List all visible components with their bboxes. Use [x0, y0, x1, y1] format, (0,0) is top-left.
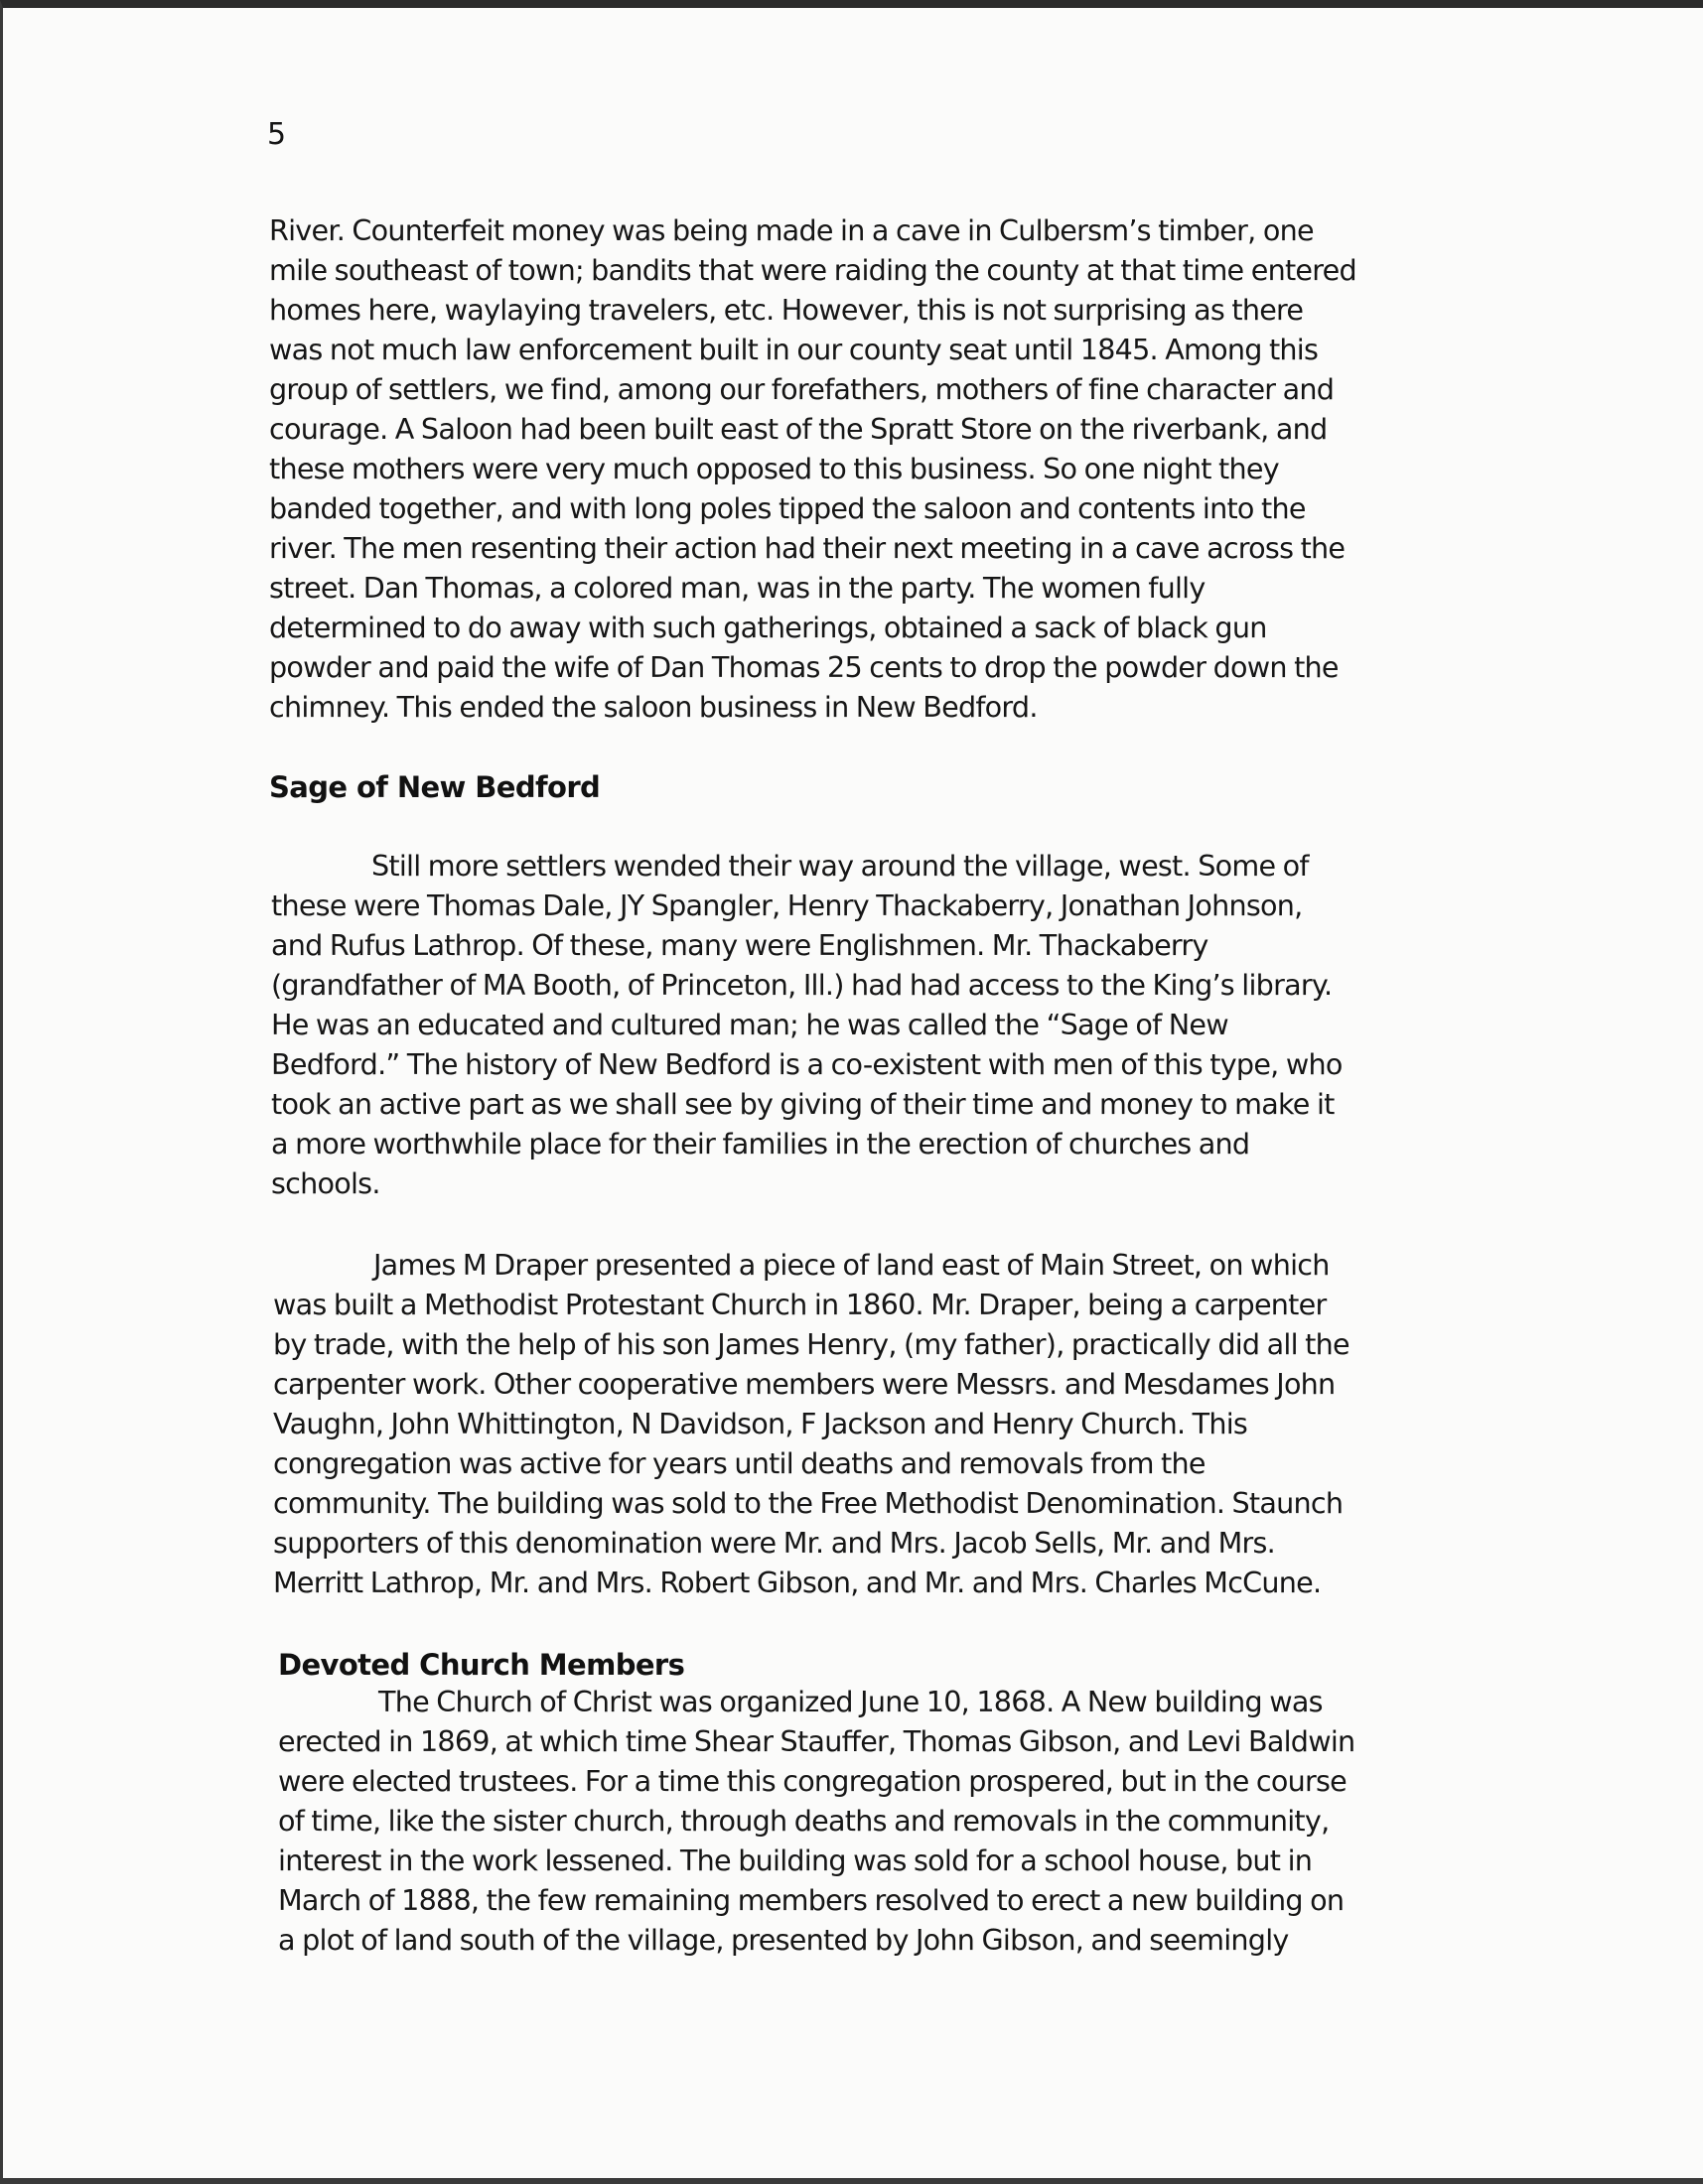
text-line: mile southeast of town; bandits that were raiding the county at that time entered: [269, 253, 1356, 287]
intro-paragraph: [269, 210, 1490, 727]
text-line: erected in 1869, at which time Shear Stauffer, Thomas Gibson, and Levi Baldwin: [278, 1724, 1355, 1758]
text-line: these mothers were very much opposed to this business. So one night they: [269, 452, 1279, 485]
text-line: by trade, with the help of his son James Henry, (my father), practically did all the: [273, 1327, 1349, 1361]
text-line: congregation was active for years until deaths and removals from the: [273, 1446, 1206, 1480]
text-line: these were Thomas Dale, JY Spangler, Henry Thackaberry, Jonathan Johnson,: [271, 888, 1303, 922]
text-line: Still more settlers wended their way around the village, west. Some of: [371, 849, 1309, 883]
section-heading-devoted: Devoted Church Members: [278, 1648, 685, 1682]
text-line: March of 1888, the few remaining members resolved to erect a new building on: [278, 1883, 1345, 1917]
text-line: carpenter work. Other cooperative members were Messrs. and Mesdames John: [273, 1367, 1336, 1401]
text-line: and Rufus Lathrop. Of these, many were Englishmen. Mr. Thackaberry: [271, 928, 1208, 962]
devoted-paragraph: [278, 1682, 1499, 1960]
text-line: courage. A Saloon had been built east of the Spratt Store on the riverbank, and: [269, 412, 1328, 446]
text-line: Bedford.” The history of New Bedford is a co-existent with men of this type, who: [271, 1047, 1343, 1081]
text-line: determined to do away with such gatherings, obtained a sack of black gun: [269, 611, 1267, 644]
text-line: schools.: [271, 1166, 380, 1200]
sage-paragraph-2: [273, 1245, 1494, 1602]
section-heading-sage: Sage of New Bedford: [269, 770, 601, 804]
sage-paragraph-1: [271, 846, 1492, 1203]
text-line: community. The building was sold to the Free Methodist Denomination. Staunch: [273, 1486, 1344, 1520]
text-line: banded together, and with long poles tipped the saloon and contents into the: [269, 491, 1306, 525]
text-line: a more worthwhile place for their families in the erection of churches and: [271, 1127, 1250, 1160]
text-line: a plot of land south of the village, presented by John Gibson, and seemingly: [278, 1923, 1289, 1957]
text-line: The Church of Christ was organized June 10, 1868. A New building was: [378, 1685, 1323, 1718]
text-line: powder and paid the wife of Dan Thomas 25 cents to drop the powder down the: [269, 650, 1339, 684]
text-line: interest in the work lessened. The building was sold for a school house, but in: [278, 1843, 1313, 1877]
text-line: James M Draper presented a piece of land east of Main Street, on which: [373, 1248, 1330, 1282]
text-line: chimney. This ended the saloon business in New Bedford.: [269, 690, 1038, 724]
text-line: (grandfather of MA Booth, of Princeton, Ill.) had had access to the King’s library.: [271, 968, 1333, 1002]
text-line: took an active part as we shall see by giving of their time and money to make it: [271, 1087, 1335, 1121]
text-line: street. Dan Thomas, a colored man, was in the party. The women fully: [269, 571, 1206, 605]
text-line: He was an educated and cultured man; he was called the “Sage of New: [271, 1008, 1228, 1041]
text-line: homes here, waylaying travelers, etc. However, this is not surprising as there: [269, 293, 1304, 327]
text-line: was not much law enforcement built in our county seat until 1845. Among this: [269, 333, 1319, 366]
text-line: river. The men resenting their action had their next meeting in a cave across the: [269, 531, 1346, 565]
text-line: were elected trustees. For a time this congregation prospered, but in the course: [278, 1764, 1347, 1798]
text-line: group of settlers, we find, among our forefathers, mothers of fine character and: [269, 372, 1335, 406]
text-line: was built a Methodist Protestant Church in 1860. Mr. Draper, being a carpenter: [273, 1288, 1327, 1321]
page-number: 5: [267, 117, 287, 152]
text-line: Vaughn, John Whittington, N Davidson, F Jackson and Henry Church. This: [273, 1407, 1248, 1440]
text-line: supporters of this denomination were Mr. and Mrs. Jacob Sells, Mr. and Mrs.: [273, 1526, 1275, 1560]
text-line: River. Counterfeit money was being made in a cave in Culbersm’s timber, one: [269, 213, 1314, 247]
text-line: of time, like the sister church, through deaths and removals in the community,: [278, 1804, 1330, 1838]
text-line: Merritt Lathrop, Mr. and Mrs. Robert Gibson, and Mr. and Mrs. Charles McCune.: [273, 1566, 1322, 1599]
